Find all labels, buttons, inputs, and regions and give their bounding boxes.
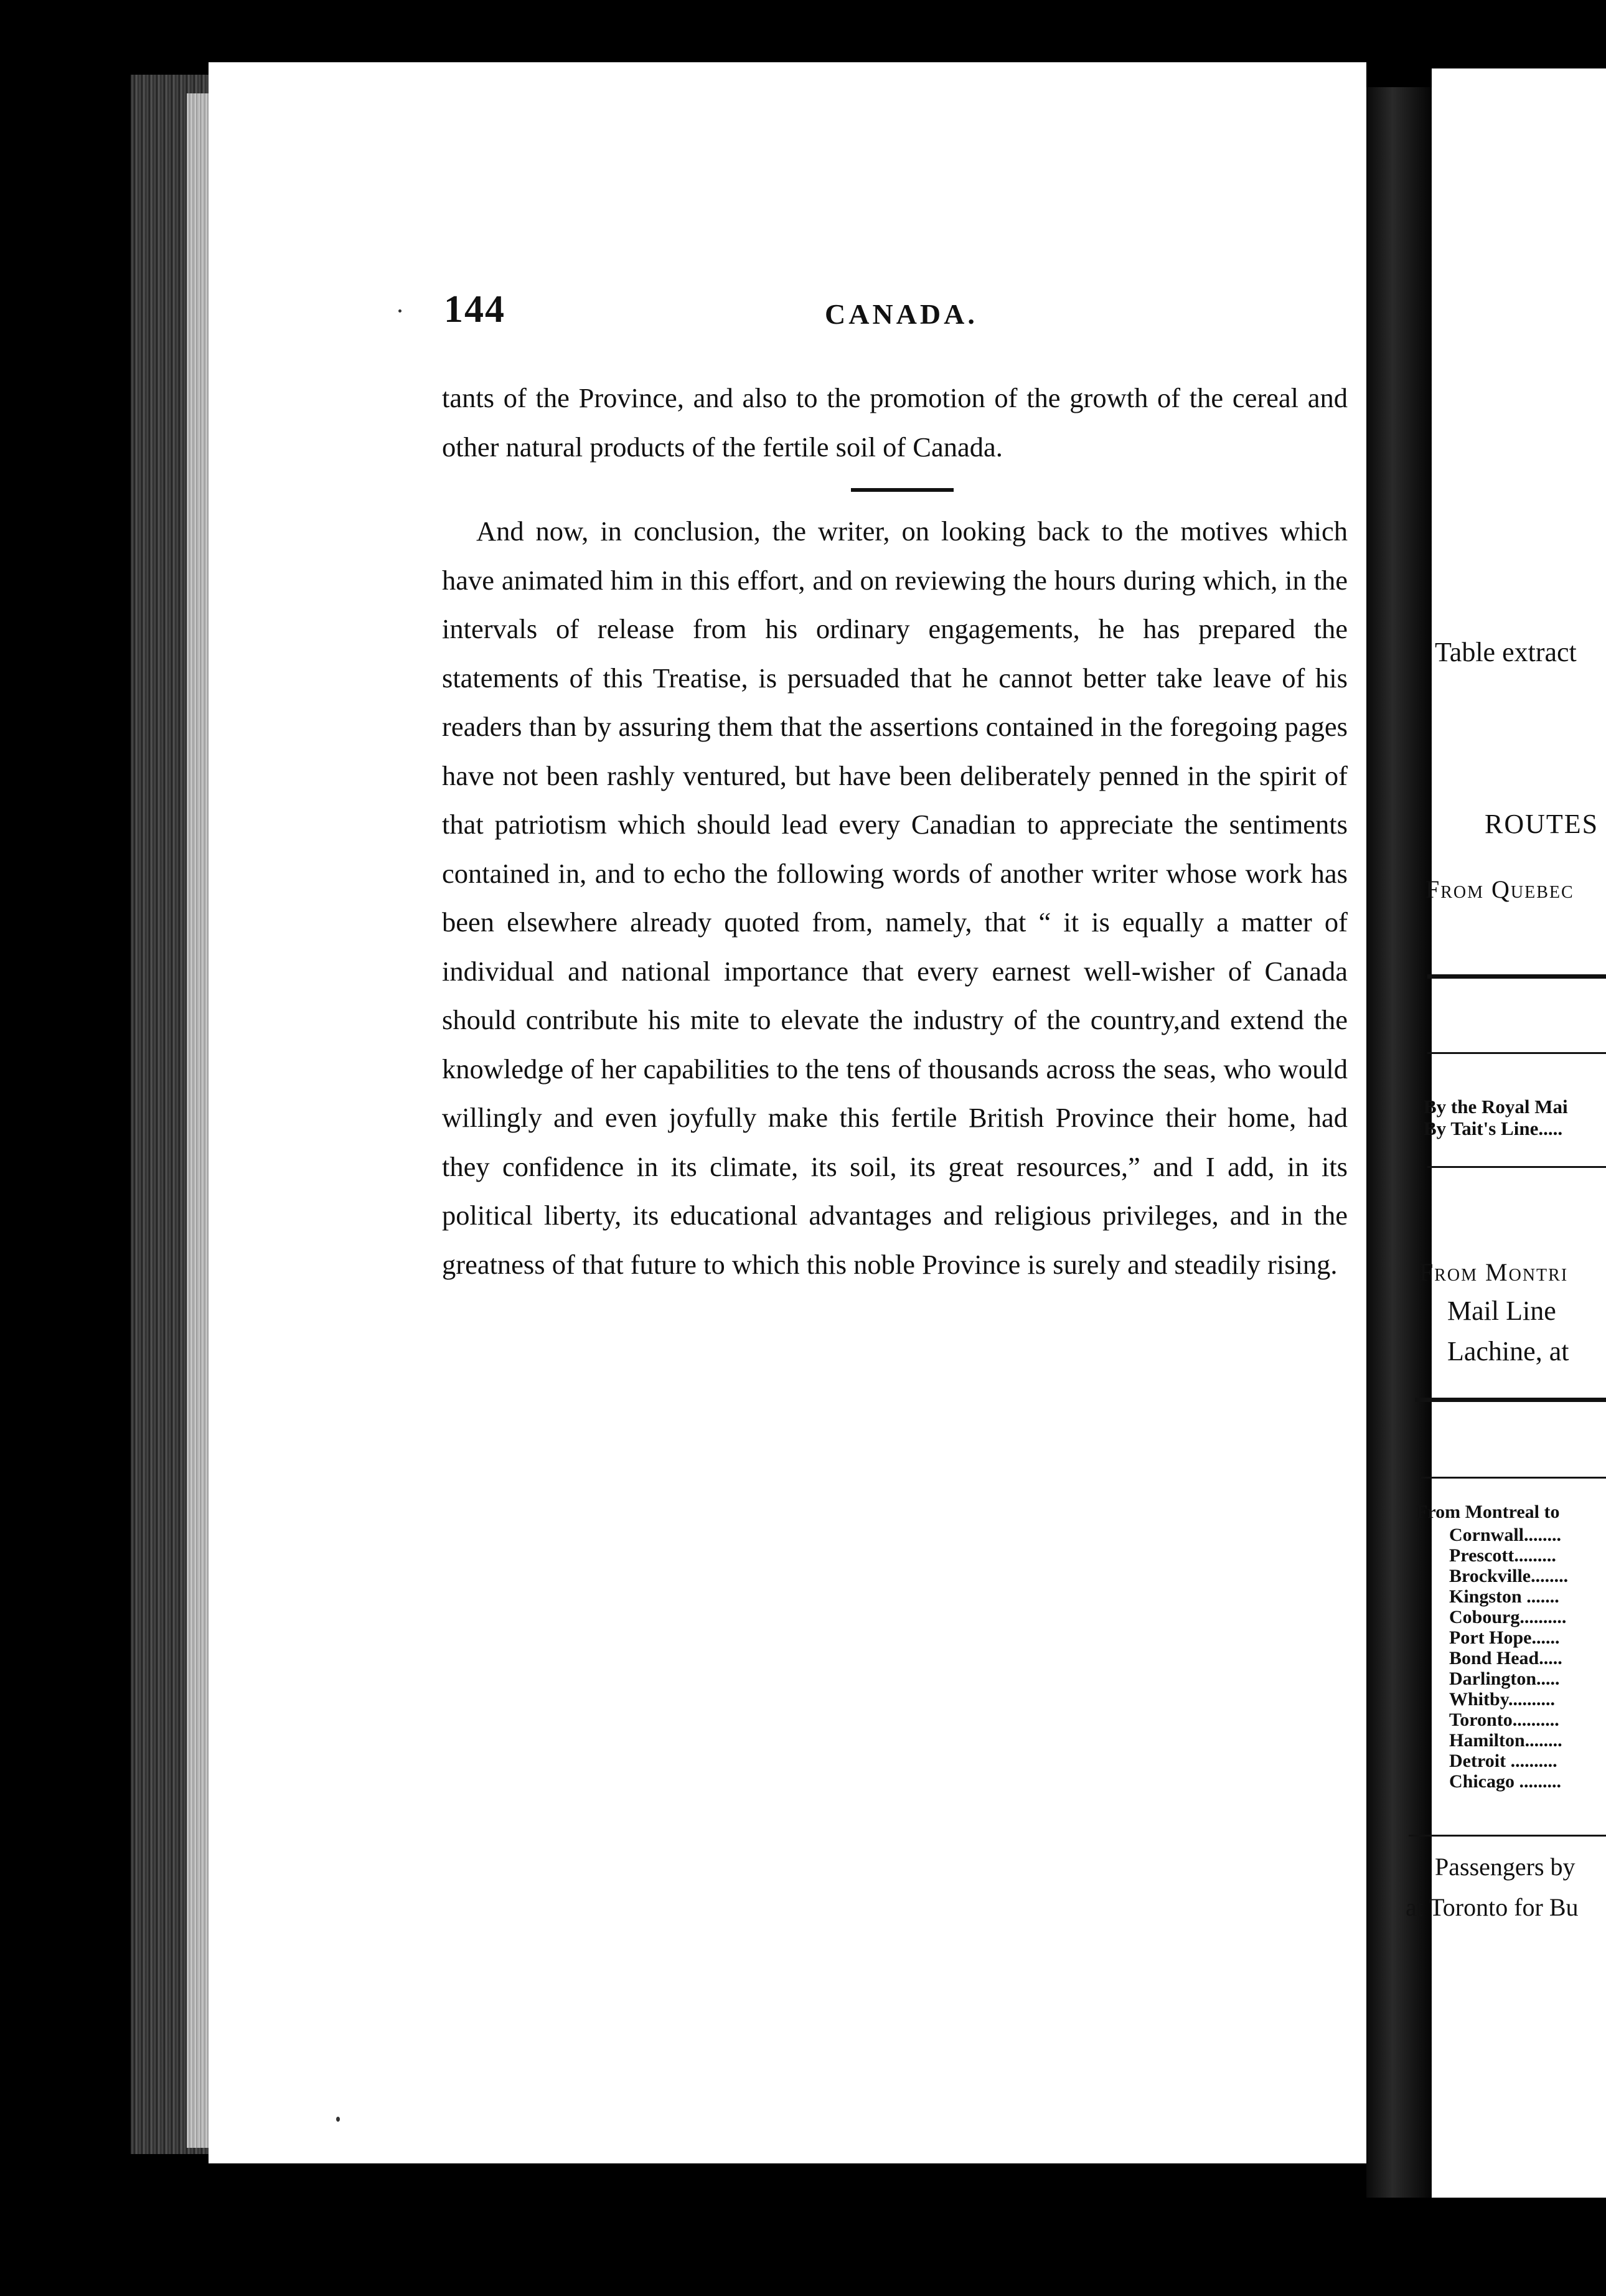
from-montreal-to-label: From Montreal to [1416, 1502, 1560, 1522]
book-gutter [1366, 87, 1432, 2198]
from-montreal-heading: From Montri [1419, 1258, 1569, 1286]
speck-mark [398, 309, 402, 313]
from-quebec-heading: From Quebec [1425, 875, 1574, 903]
list-item: Port Hope...... [1449, 1627, 1560, 1648]
table-extract-heading: Table extract [1435, 637, 1577, 667]
list-item: Brockville........ [1449, 1566, 1569, 1586]
double-rule [1427, 974, 1606, 979]
double-rule [1415, 1398, 1606, 1402]
list-item: Bond Head..... [1449, 1648, 1562, 1668]
route-taits-line: By Tait's Line..... [1424, 1117, 1563, 1139]
running-head: CANADA. [825, 298, 978, 330]
list-item: Cobourg.......... [1449, 1607, 1567, 1627]
speck-mark [336, 2117, 340, 2122]
list-item: Whitby.......... [1449, 1689, 1556, 1710]
mail-line-text: Mail Line [1447, 1296, 1556, 1326]
list-item: Detroit .......... [1449, 1751, 1557, 1771]
list-item: Prescott......... [1449, 1545, 1556, 1566]
list-item: Toronto.......... [1449, 1710, 1559, 1730]
passengers-text: Passengers by [1435, 1853, 1575, 1881]
list-item: Cornwall........ [1449, 1525, 1561, 1545]
table-rule [1427, 1166, 1606, 1168]
routes-heading: ROUTES [1485, 809, 1599, 839]
body-text [442, 374, 1348, 1289]
paragraph-conclusion: And now, in conclusion, the writer, on looking back to the motives which have animated him in this effort, and on reviewing the hours during which, in the intervals of release from his ordinary engagements, he has prepared the statements of this Treatise, is persuaded that he cannot better take leave of his readers than by assuring them that the assertions contained in the foregoing pages have not been rashly ventured, but have been deliberately penned in the spirit of that patriotism which should lead every Canadian to appreciate the sentiments contained in, and to echo the following words of another writer whose work has been elsewhere already quoted from, namely, that “ it is equally a matter of individual and national importance that every earnest well-wisher of Canada should contribute his mite to elevate the industry of the country,and extend the knowledge of her capabilities to the tens of thousands across the seas, who would willingly and even joyfully make this fertile British Province their home, had they confidence in its climate, its soil, its great resources,” and I add, in its political liberty, its educational advantages and religious privileges, and in the greatness of that future to which this noble Province is surely and steadily rising. [442, 515, 1348, 1280]
destination-list [1449, 1525, 1606, 1792]
list-item: Chicago ......... [1449, 1771, 1561, 1792]
list-item: Hamilton........ [1449, 1730, 1562, 1751]
section-rule [851, 488, 954, 492]
table-rule [1421, 1477, 1606, 1479]
list-item: Kingston ....... [1449, 1586, 1559, 1607]
lachine-text: Lachine, at [1447, 1336, 1569, 1367]
toronto-text: at Toronto for Bu [1406, 1893, 1579, 1921]
page-number: 144 [444, 288, 505, 331]
page-stack-edge [187, 93, 212, 2148]
paragraph-continued: tants of the Province, and also to the promotion of the growth of the cereal and other natural products of the fertile soil of Canada. [442, 382, 1348, 463]
table-rule [1409, 1835, 1606, 1837]
route-royal-mail: By the Royal Mai [1424, 1096, 1568, 1117]
table-rule [1427, 1052, 1606, 1054]
list-item: Darlington..... [1449, 1668, 1560, 1689]
